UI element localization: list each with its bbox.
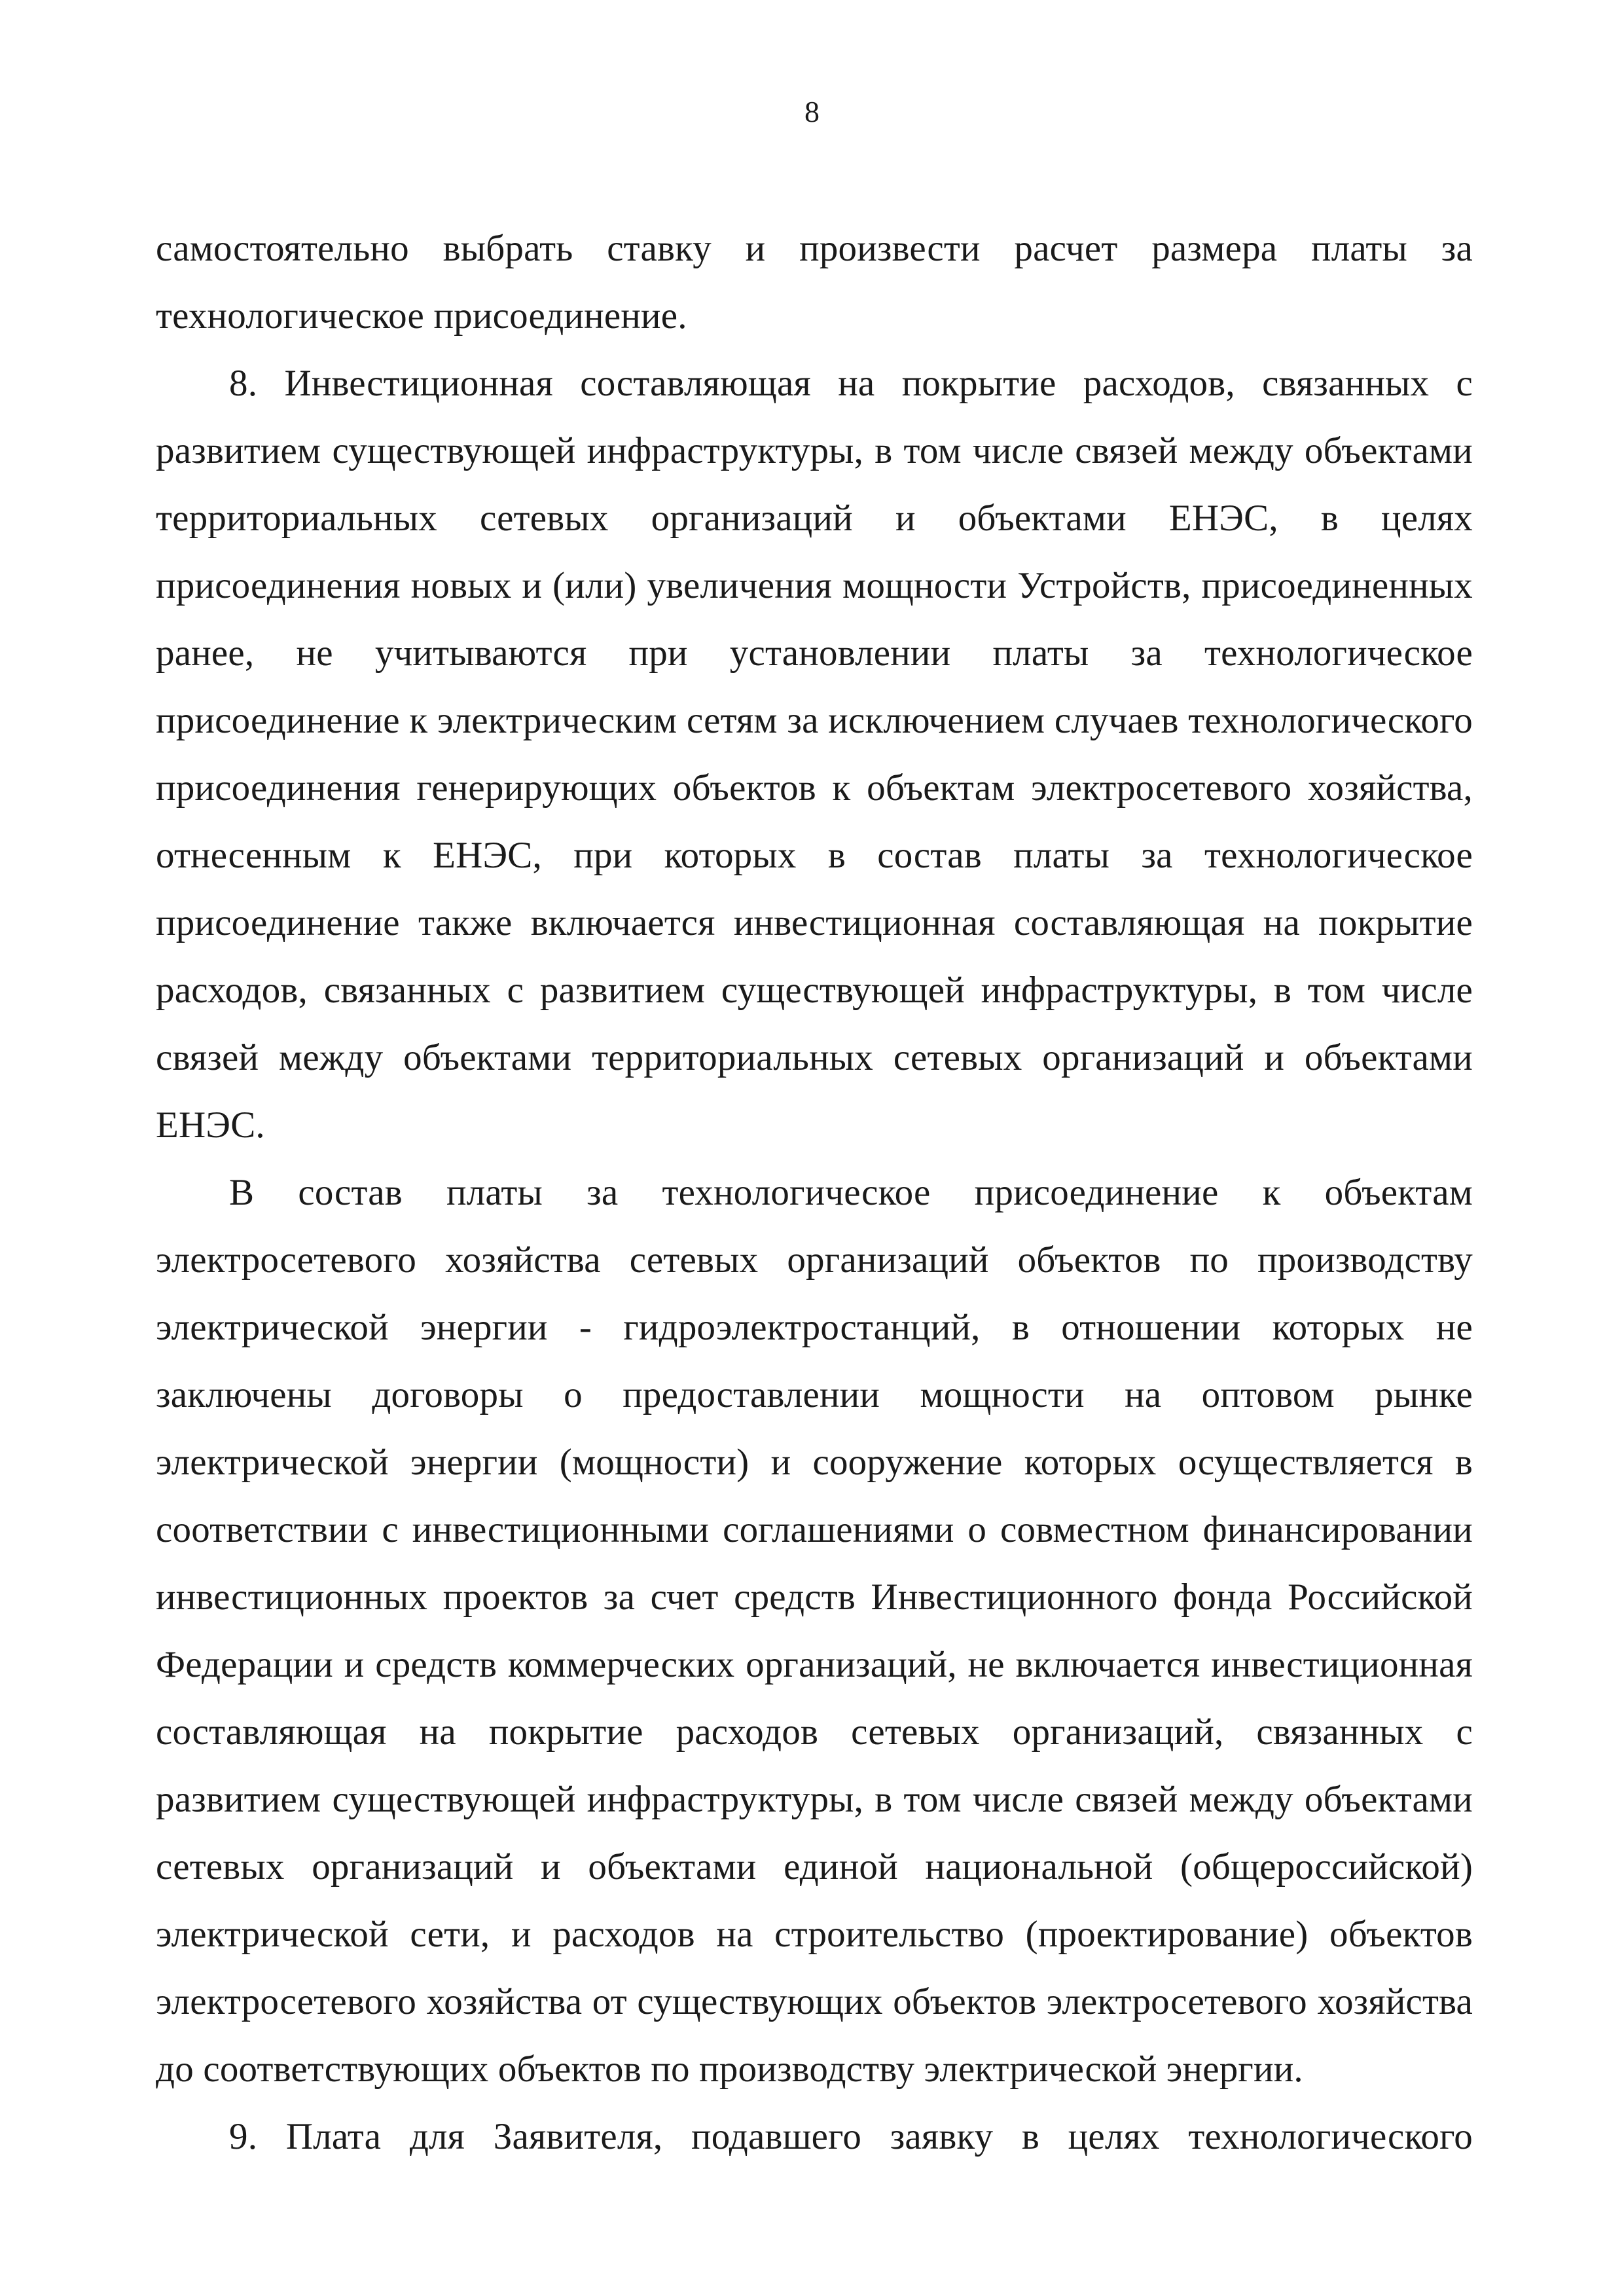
paragraph-item-9: 9. Плата для Заявителя, подавшего заявку в целях технологического: [229, 2116, 1473, 2157]
document-body: [156, 215, 1473, 2170]
paragraph-hydro-plants: В состав платы за технологическое присоединение к объектам электросетевого хозяйства сетевых организаций объектов по производству электрической энергии - гидроэлектростанций, в отношении которых не заключены договоры о предоставлении мощности на оптовом рынке электрической энергии (мощности) и сооружение которых осуществляется в соответствии с инвестиционными соглашениями о совместном финансировании инвестиционных проектов за счет средств Инвестиционного фонда Российской Федерации и средств коммерческих организаций, не включается инвестиционная составляющая на покрытие расходов сетевых организаций, связанных с развитием существующей инфраструктуры, в том числе связей между объектами сетевых организаций и объектами единой национальной (общероссийской) электрической сети, и расходов на строительство (проектирование) объектов электросетевого хозяйства от существующих объектов электросетевого хозяйства до соответствующих объектов по производству электрической энергии.: [156, 1172, 1473, 2090]
paragraph-item-8: 8. Инвестиционная составляющая на покрытие расходов, связанных с развитием существующей инфраструктуры, в том числе связей между объектами территориальных сетевых организаций и объектами ЕНЭС, в целях присоединения новых и (или) увеличения мощности Устройств, присоединенных ранее, не учитываются при установлении платы за технологическое присоединение к электрическим сетям за исключением случаев технологического присоединения генерирующих объектов к объектам электросетевого хозяйства, отнесенным к ЕНЭС, при которых в состав платы за технологическое присоединение также включается инвестиционная составляющая на покрытие расходов, связанных с развитием существующей инфраструктуры, в том числе связей между объектами территориальных сетевых организаций и объектами ЕНЭС.: [156, 363, 1473, 1146]
page-number: 8: [804, 95, 820, 128]
paragraph-continuation: самостоятельно выбрать ставку и произвести расчет размера платы за технологическое присоединение.: [156, 228, 1473, 337]
